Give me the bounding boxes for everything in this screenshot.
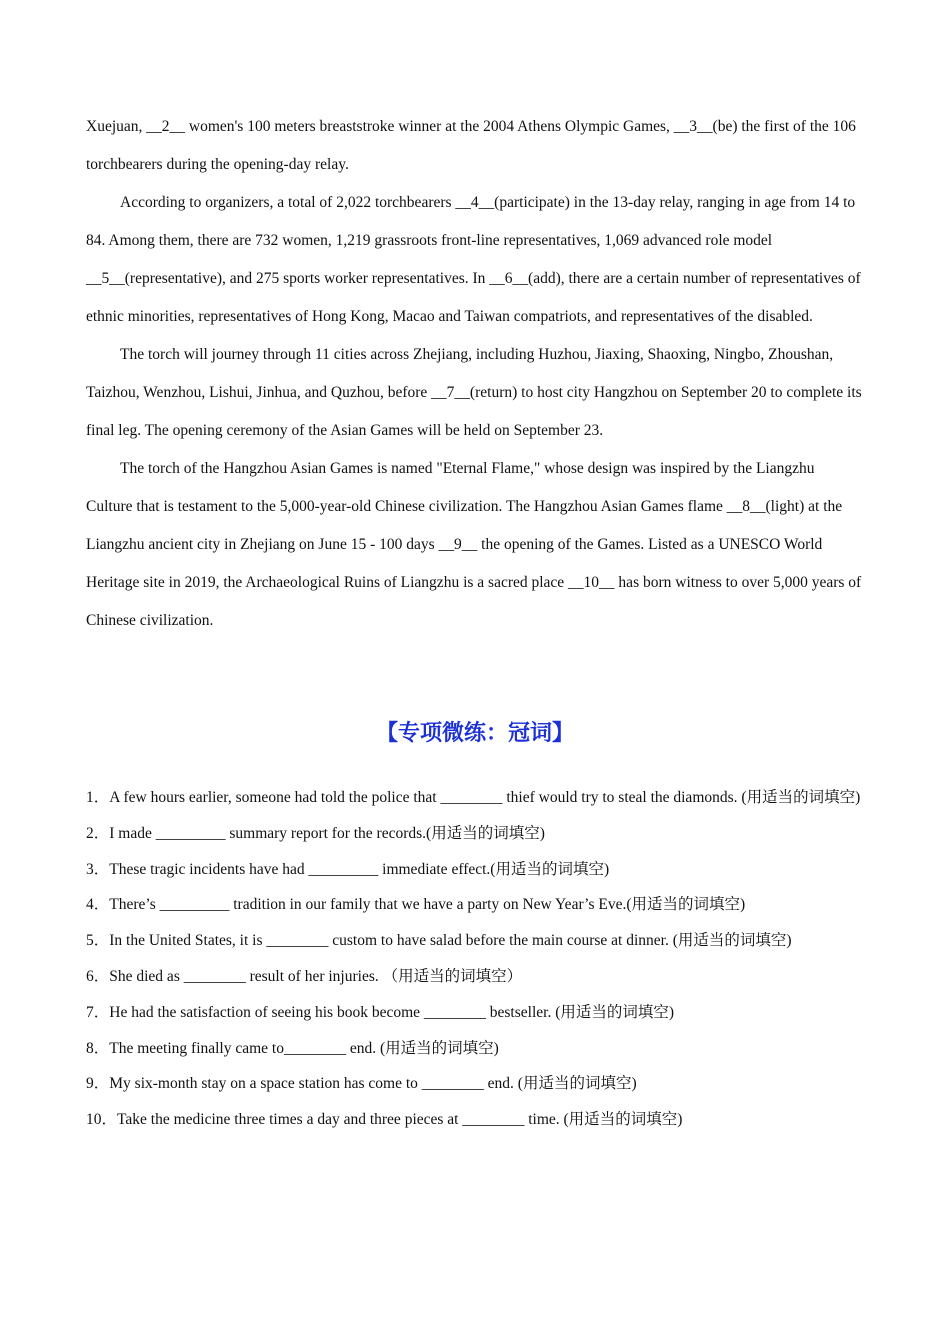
passage-paragraph-2: According to organizers, a total of 2,022 torchbearers __4__(participate) in the 13-day relay, ranging in age from 14 to 84. Among them, there are 732 women, 1,219 grassroots front-line representatives, 1,069 advanced role model __5__(representative), and 275 sports worker representatives. In __6__(add), there are a certain number of representatives of ethnic minorities, representatives of Hong Kong, Macao and Taiwan compatriots, and representatives of the disabled. (86, 194, 861, 325)
passage-paragraph-3: The torch will journey through 11 cities across Zhejiang, including Huzhou, Jiaxing, Shaoxing, Ningbo, Zhoushan, Taizhou, Wenzhou, Lishui, Jinhua, and Quzhou, before __7__(return) to host city Hangzhou on September 20 to complete its final leg. The opening ceremony of the Asian Games will be held on September 23. (86, 346, 862, 439)
section-title: 【专项微练：冠词】 (375, 721, 574, 746)
passage (86, 108, 864, 640)
passage-paragraph-1: Xuejuan, __2__ women's 100 meters breaststroke winner at the 2004 Athens Olympic Games, __3__(be) the first of the 106 torchbearers during the opening-day relay. (86, 118, 856, 173)
exercise-item: 4．There’s _________ tradition in our family that we have a party on New Year’s Eve.(用适当的词填空) (86, 896, 746, 914)
exercise-list (86, 780, 864, 1138)
passage-paragraph-4: The torch of the Hangzhou Asian Games is named "Eternal Flame," whose design was inspired by the Liangzhu Culture that is testament to the 5,000-year-old Chinese civilization. The Hangzhou Asian Games flame __8__(light) at the Liangzhu ancient city in Zhejiang on June 15 - 100 days __9__ the opening of the Games. Listed as a UNESCO World Heritage site in 2019, the Archaeological Ruins of Liangzhu is a sacred place __10__ has born witness to over 5,000 years of Chinese civilization. (86, 460, 862, 629)
exercise-item: 10．Take the medicine three times a day and three pieces at ________ time. (用适当的词填空) (86, 1111, 683, 1129)
exercise-item: 8．The meeting finally came to________ end. (用适当的词填空) (86, 1039, 499, 1057)
exercise-item: 9．My six-month stay on a space station has come to ________ end. (用适当的词填空) (86, 1075, 637, 1093)
exercise-item: 2．I made _________ summary report for the records.(用适当的词填空) (86, 824, 545, 842)
exercise-item: 5．In the United States, it is ________ custom to have salad before the main course at dinner. (用适当的词填空) (86, 932, 792, 950)
exercise-item: 6．She died as ________ result of her injuries. （用适当的词填空） (86, 967, 523, 985)
exercise-item: 1．A few hours earlier, someone had told the police that ________ thief would try to steal the diamonds. (用适当的词填空) (86, 789, 861, 806)
exercise-item: 3．These tragic incidents have had _________ immediate effect.(用适当的词填空) (86, 860, 610, 878)
exercise-item: 7．He had the satisfaction of seeing his book become ________ bestseller. (用适当的词填空) (86, 1003, 675, 1021)
